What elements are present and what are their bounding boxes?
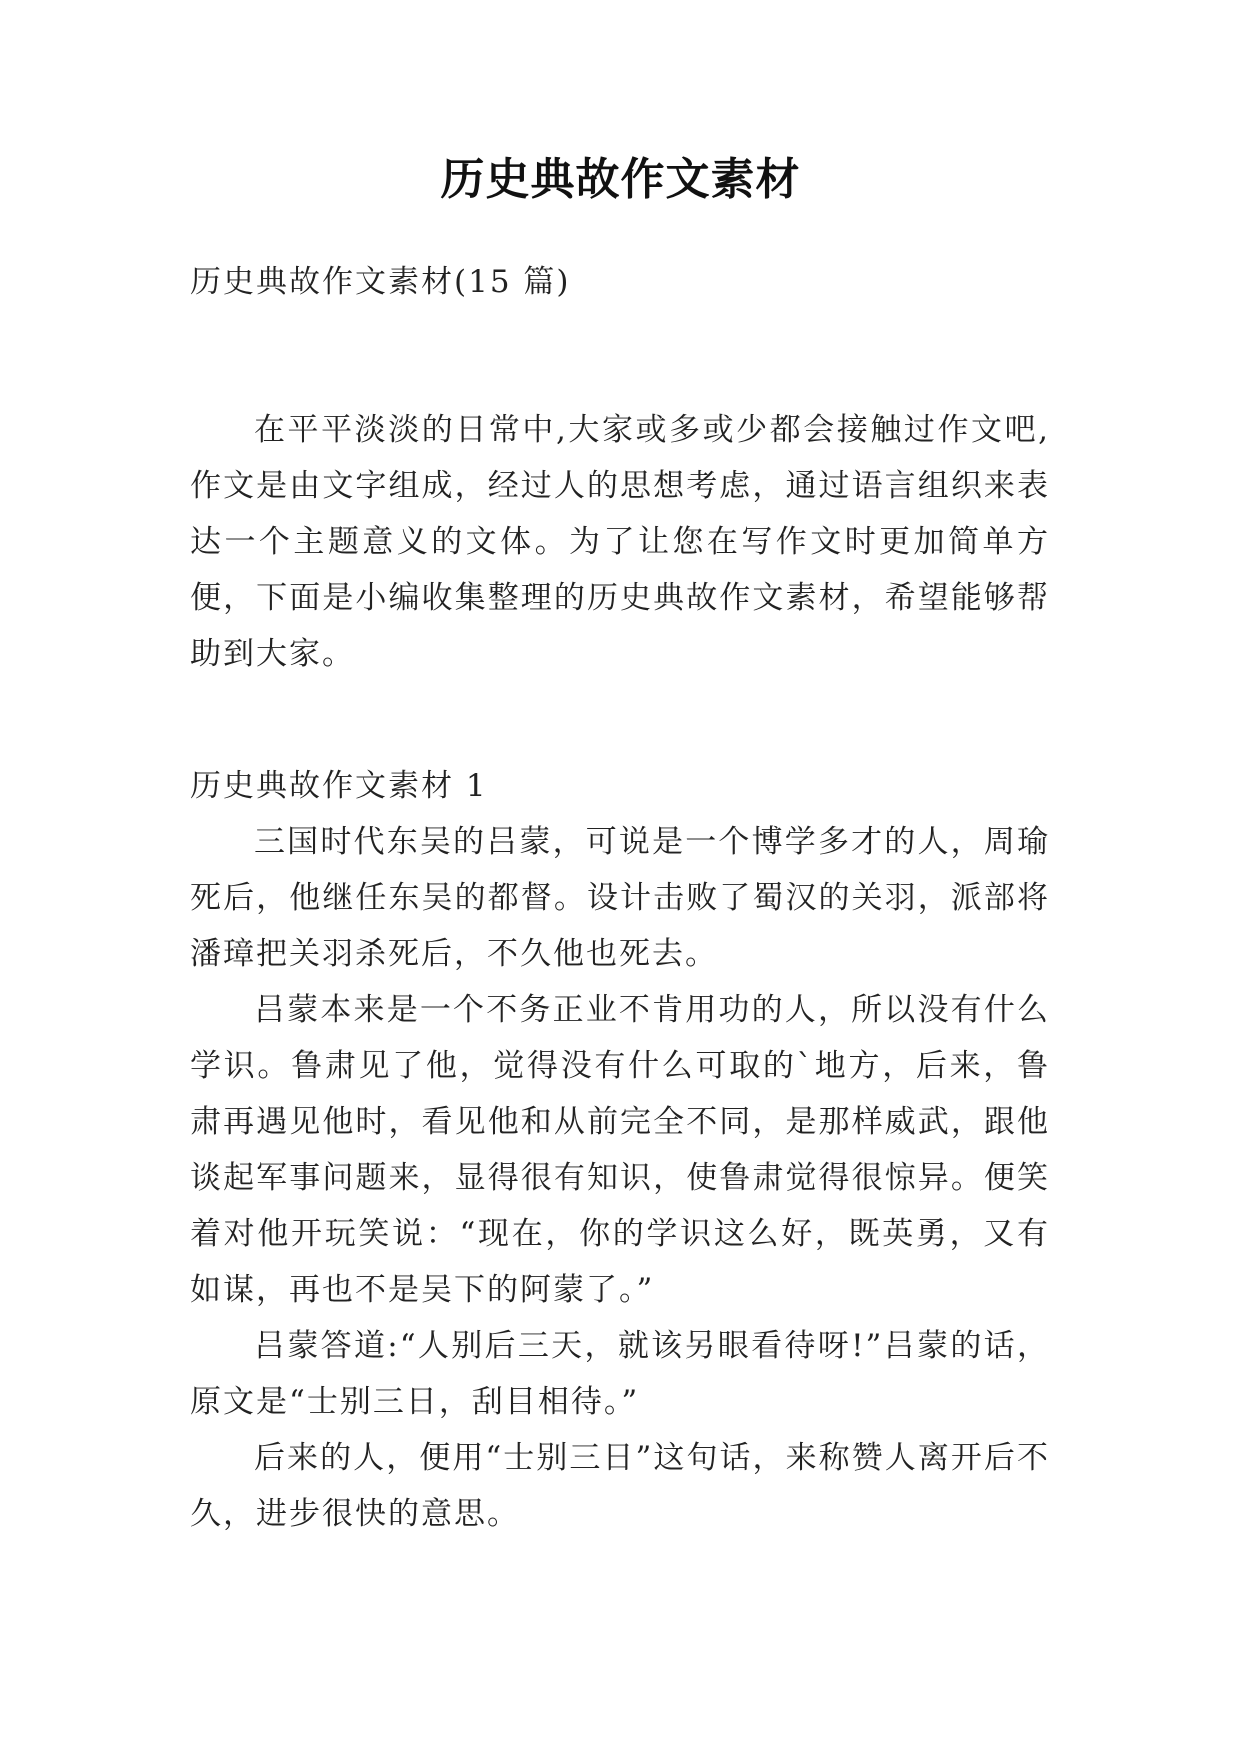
section-heading: 历史典故作文素材 1 [190, 768, 488, 804]
section-paragraph: 吕蒙答道:“人别后三天，就该另眼看待呀!”吕蒙的话，原文是“士别三日，刮目相待。” [190, 1328, 1050, 1420]
section-paragraph: 吕蒙本来是一个不务正业不肯用功的人，所以没有什么学识。鲁肃见了他，觉得没有什么可取的`地方，后来，鲁肃再遇见他时，看见他和从前完全不同，是那样威武，跟他谈起军事问题来，显得很有知识，使鲁肃觉得很惊异。便笑着对他开玩笑说：“现在，你的学识这么好，既英勇，又有如谋，再也不是吴下的阿蒙了。” [190, 992, 1050, 1308]
section-1 [190, 758, 1050, 1542]
document-title: 历史典故作文素材 [440, 154, 801, 205]
section-paragraph: 三国时代东吴的吕蒙，可说是一个博学多才的人，周瑜死后，他继任东吴的都督。设计击败了蜀汉的关羽，派部将潘璋把关羽杀死后，不久他也死去。 [190, 824, 1050, 972]
document-subtitle: 历史典故作文素材(15 篇) [190, 264, 571, 300]
intro-paragraph: 在平平淡淡的日常中,大家或多或少都会接触过作文吧,作文是由文字组成，经过人的思想考虑，通过语言组织来表达一个主题意义的文体。为了让您在写作文时更加简单方便，下面是小编收集整理的历史典故作文素材，希望能够帮助到大家。 [190, 412, 1050, 672]
section-paragraph: 后来的人，便用“士别三日”这句话，来称赞人离开后不久，进步很快的意思。 [190, 1440, 1050, 1532]
